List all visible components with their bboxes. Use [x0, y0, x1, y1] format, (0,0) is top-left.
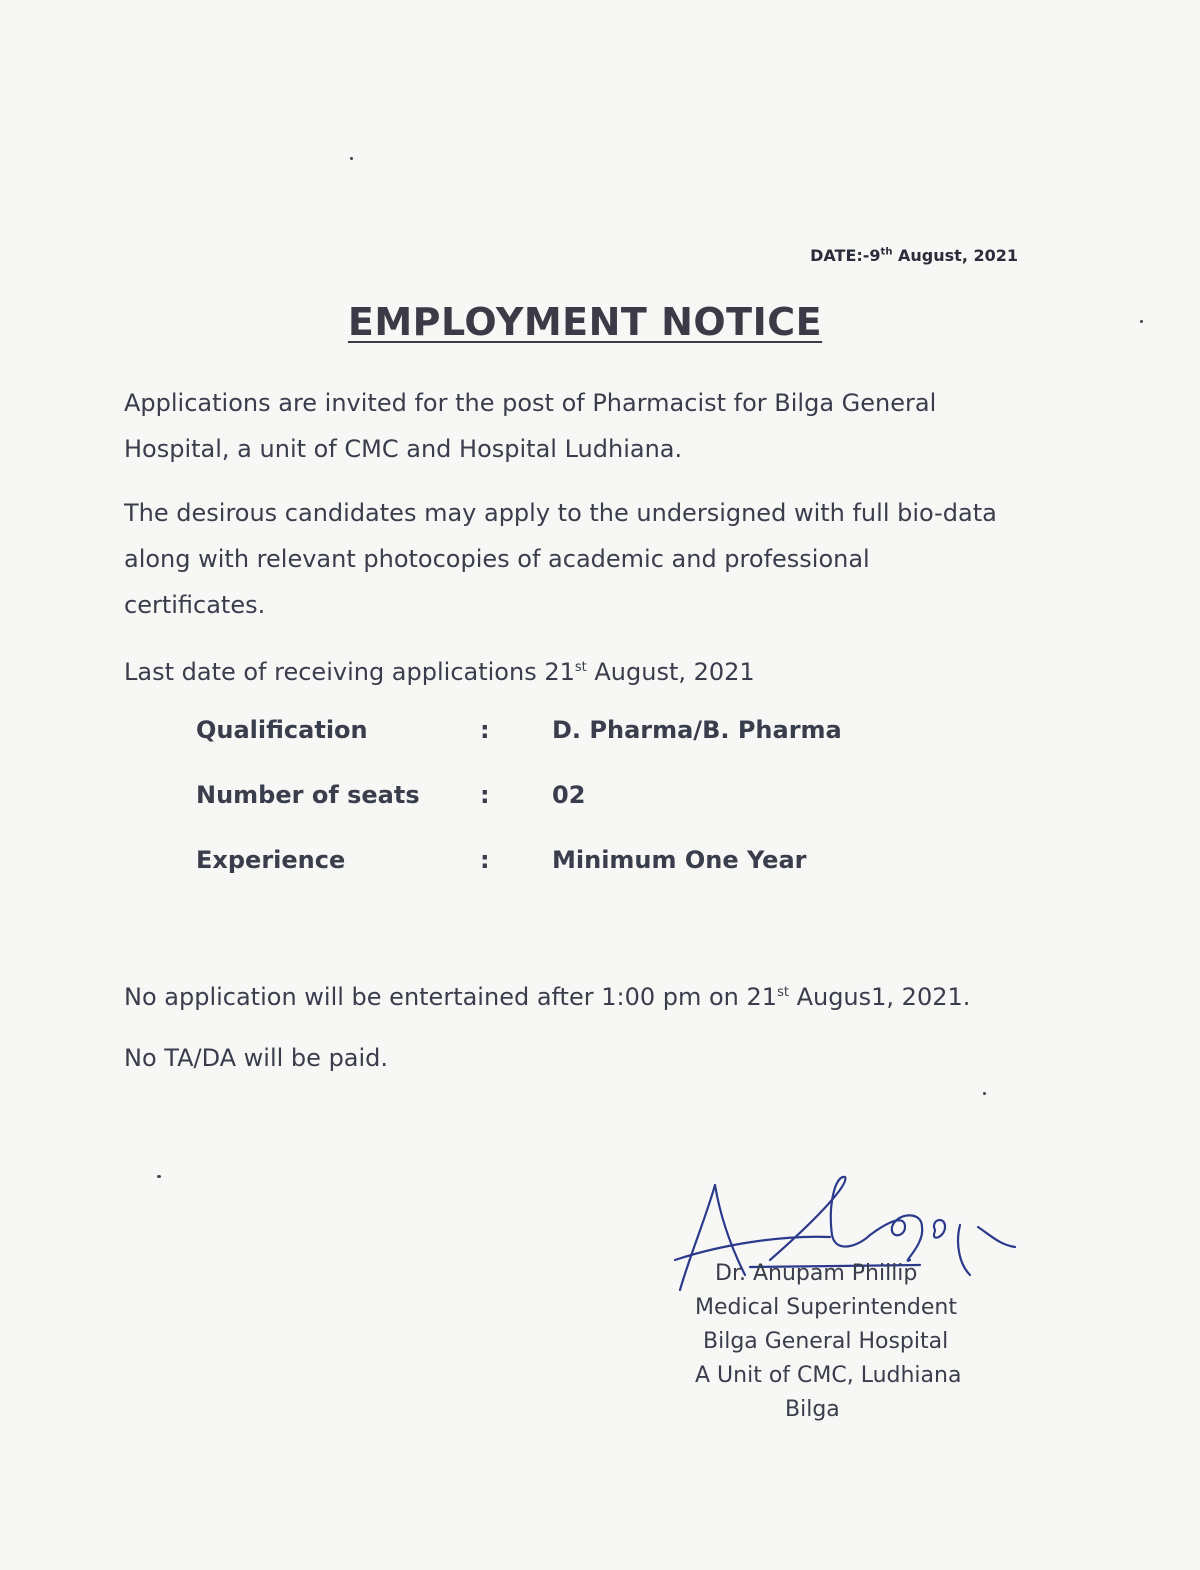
requirement-label: Experience — [196, 846, 346, 874]
paper-speck — [1140, 320, 1143, 323]
signatory-unit: A Unit of CMC, Ludhiana — [695, 1363, 962, 1388]
requirement-colon: : — [480, 846, 490, 874]
requirement-value: 02 — [552, 781, 586, 809]
signatory-block — [695, 1257, 961, 1427]
requirement-value: D. Pharma/B. Pharma — [552, 716, 842, 744]
paper-speck — [350, 157, 353, 160]
ta-da-notice: No TA/DA will be paid. — [124, 1044, 389, 1072]
signatory-designation: Medical Superintendent — [695, 1295, 957, 1320]
requirement-colon: : — [480, 716, 490, 744]
notice-date: DATE:-9th August, 2021 — [810, 246, 1018, 265]
application-instructions: The desirous candidates may apply to the undersigned with full bio-data along with relevant photocopies of academic and professional certificates. — [124, 499, 997, 619]
paper-speck — [157, 1175, 161, 1178]
requirement-value: Minimum One Year — [552, 846, 807, 874]
signatory-place: Bilga — [785, 1397, 840, 1422]
paper-speck — [983, 1092, 986, 1095]
signatory-organization: Bilga General Hospital — [703, 1329, 949, 1354]
requirement-colon: : — [480, 781, 490, 809]
requirement-label: Number of seats — [196, 781, 420, 809]
signatory-name: Dr. Anupam Phillip — [715, 1261, 918, 1286]
intro-paragraph: Applications are invited for the post of Pharmacist for Bilga General Hospital, a unit of CMC and Hospital Ludhiana. — [124, 389, 937, 463]
deadline-notice: No application will be entertained after 1:00 pm on 21st Augus1, 2021. — [124, 983, 971, 1011]
requirement-label: Qualification — [196, 716, 368, 744]
notice-title: EMPLOYMENT NOTICE — [347, 300, 823, 344]
last-date-line: Last date of receiving applications 21st August, 2021 — [124, 658, 755, 686]
